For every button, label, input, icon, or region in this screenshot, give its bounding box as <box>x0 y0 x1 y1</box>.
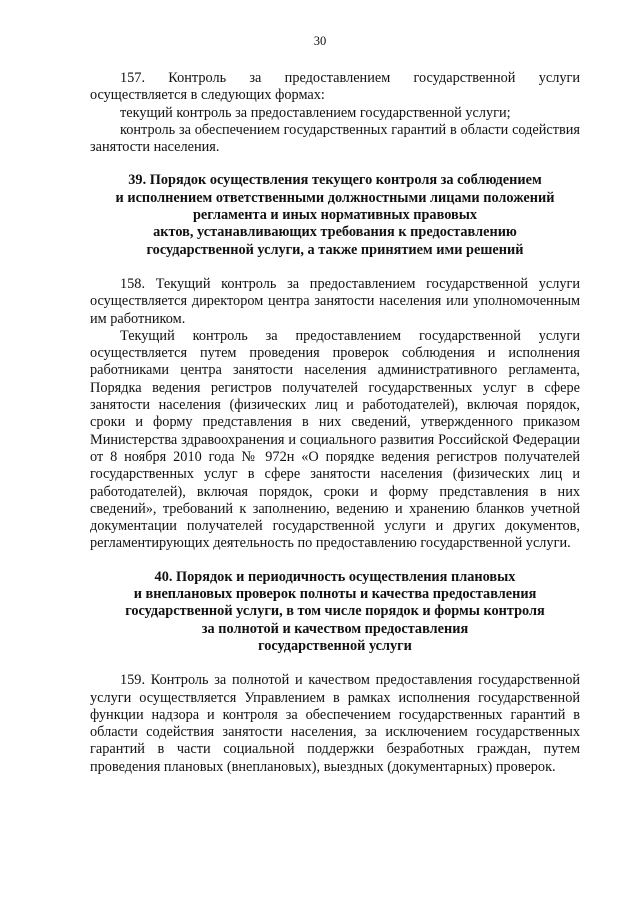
section-39-heading-line: 39. Порядок осуществления текущего контроля за соблюдением <box>128 172 542 189</box>
section-40-heading <box>90 569 580 655</box>
section-40-heading-line: государственной услуги <box>258 637 412 654</box>
paragraph-158: 158. Текущий контроль за предоставлением государственной услуги осуществляется директором центра занятости населения или уполномоченным им работником. <box>90 275 580 327</box>
section-40-heading-line: за полнотой и качеством предоставления <box>201 620 469 637</box>
section-39-heading-line: и исполнением ответственными должностными лицами положений <box>115 189 555 206</box>
section-40-heading-line: и внеплановых проверок полноты и качества предоставления <box>133 586 537 603</box>
paragraph-159: 159. Контроль за полнотой и качеством предоставления государственной услуги осуществляется Управлением в рамках исполнения государственной функции надзора и контроля за обеспечением государственных гарантий в области содействия занятости населения, за исключением государственных гарантий в части социальной поддержки безработных граждан, путем проведения плановых (внеплановых), выездных (документарных) проверок. <box>90 672 580 775</box>
paragraph-158-continued: Текущий контроль за предоставлением государственной услуги осуществляется путем проведения проверок соблюдения и исполнения работниками центра занятости населения административного регламента, Порядка ведения регистров получателей государственных услуг в сфере занятости населения (физических лиц и работодателей), включая порядок, сроки и форму представления в них сведений, утвержденного приказом Министерства здравоохранения и социального развития Российской Федерации от 8 ноября 2010 года № 972н «О порядке ведения регистров получателей государственных услуг в сфере занятости населения (физических лиц и работодателей), включая порядок, сроки и форму представления в них сведений», требований к заполнению, ведению и хранению бланков учетной документации получателей государственной услуги и других документов, регламентирующих деятельность по предоставлению государственной услуги. <box>90 327 580 552</box>
section-39-heading-line: актов, устанавливающих требования к предоставлению <box>153 224 517 241</box>
section-40-heading-line: государственной услуги, в том числе порядок и формы контроля <box>125 603 545 620</box>
section-39-heading <box>90 172 580 258</box>
section-40-heading-line: 40. Порядок и периодичность осуществления плановых <box>154 568 516 585</box>
paragraph-157-item-2: контроль за обеспечением государственных гарантий в области содействия занятости населения. <box>90 121 580 156</box>
paragraph-157-item-1: текущий контроль за предоставлением государственной услуги; <box>120 104 511 121</box>
section-39-heading-line: государственной услуги, а также принятием ими решений <box>146 241 524 258</box>
page-number: 30 <box>313 34 327 48</box>
section-39-heading-line: регламента и иных нормативных правовых <box>192 207 478 224</box>
document-body <box>90 70 580 776</box>
paragraph-157-intro: 157. Контроль за предоставлением государственной услуги осуществляется в следующих формах: <box>90 70 580 104</box>
